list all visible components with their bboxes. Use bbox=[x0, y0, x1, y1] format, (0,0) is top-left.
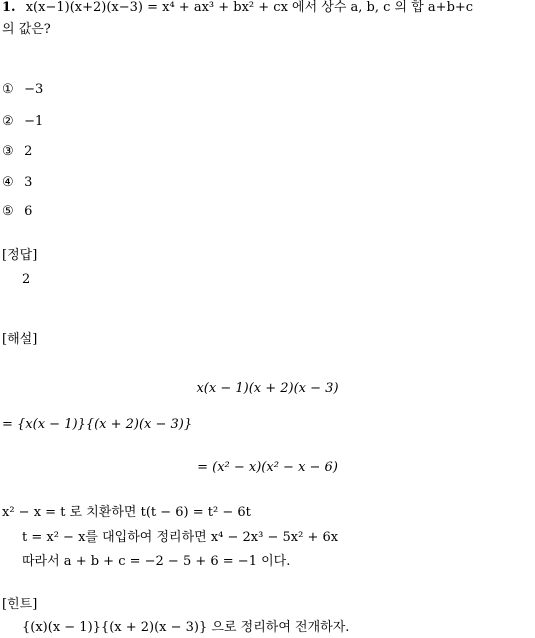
choice-5-value: 6 bbox=[24, 204, 33, 219]
choice-1[interactable] bbox=[2, 82, 43, 98]
solution-step-2: t = x² − x를 대입하여 정리하면 x⁴ − 2x³ − 5x² + 6x bbox=[22, 530, 339, 545]
solution-step-3: 따라서 a + b + c = −2 − 5 + 6 = −1 이다. bbox=[22, 554, 291, 569]
solution-step-1: x² − x = t 로 치환하면 t(t − 6) = t² − 6t bbox=[2, 505, 251, 520]
choice-1-value: −3 bbox=[24, 82, 44, 97]
choice-3[interactable] bbox=[2, 144, 32, 160]
choice-4-value: 3 bbox=[24, 175, 33, 190]
answer-value: 2 bbox=[22, 272, 31, 287]
choice-3-mark: ③ bbox=[2, 144, 14, 159]
choice-3-value: 2 bbox=[24, 144, 33, 159]
answer-label: [정답] bbox=[2, 248, 38, 263]
choice-2[interactable] bbox=[2, 114, 43, 130]
question-text-1: x(x−1)(x+2)(x−3) = x⁴ + ax³ + bx² + cx 에서 상수 a, b, c 의 합 a+b+c bbox=[25, 0, 474, 15]
question-number: 1. bbox=[2, 0, 16, 15]
solution-equation-1: x(x − 1)(x + 2)(x − 3) bbox=[196, 381, 339, 396]
choice-2-value: −1 bbox=[24, 114, 44, 129]
choice-5[interactable] bbox=[2, 204, 32, 220]
solution-equation-3: = (x² − x)(x² − x − 6) bbox=[197, 460, 338, 475]
question-line-1 bbox=[2, 0, 473, 16]
choice-4-mark: ④ bbox=[2, 175, 14, 190]
hint-text: {(x)(x − 1)}{(x + 2)(x − 3)} 으로 정리하여 전개하자. bbox=[22, 620, 350, 635]
solution-equation-2: = {x(x − 1)}{(x + 2)(x − 3)} bbox=[2, 417, 193, 432]
choice-1-mark: ① bbox=[2, 82, 14, 97]
choice-2-mark: ② bbox=[2, 114, 14, 129]
question-line-2: 의 값은? bbox=[2, 22, 51, 37]
choice-4[interactable] bbox=[2, 175, 32, 191]
solution-label: [해설] bbox=[2, 332, 38, 347]
hint-label: [힌트] bbox=[2, 597, 38, 612]
choice-5-mark: ⑤ bbox=[2, 204, 14, 219]
